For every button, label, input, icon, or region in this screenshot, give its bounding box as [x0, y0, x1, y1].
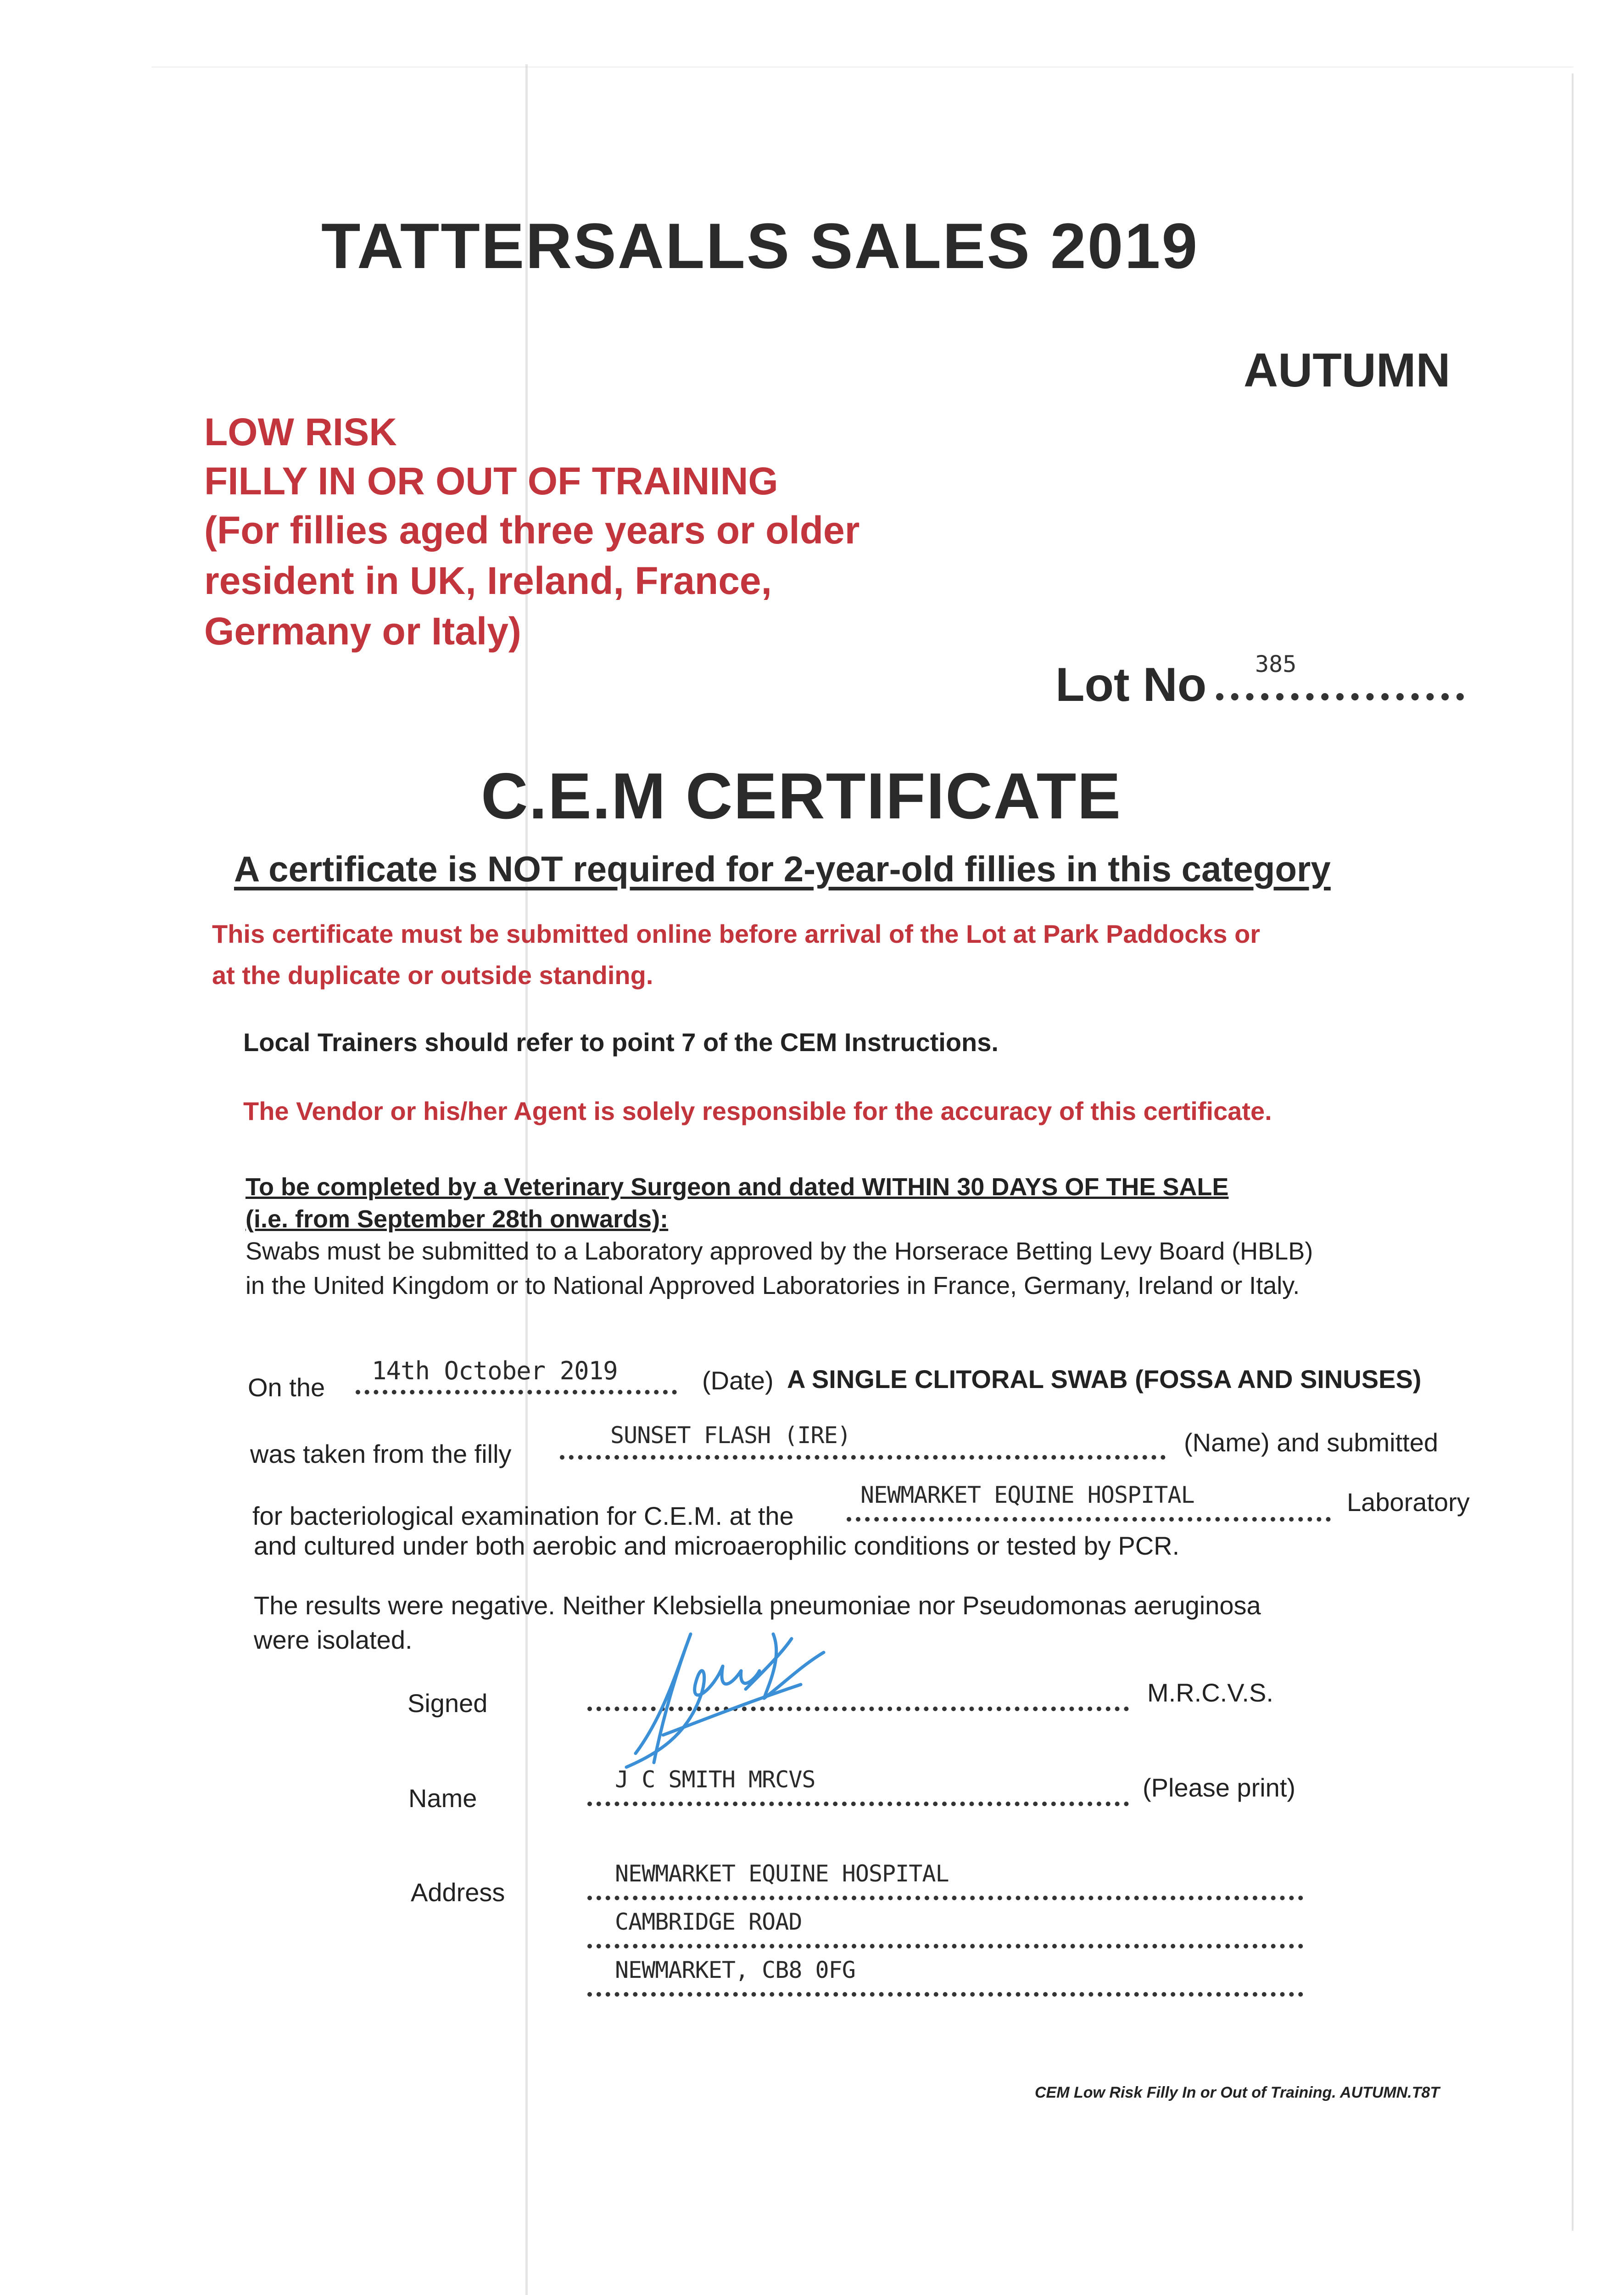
vet-section-heading: To be completed by a Veterinary Surgeon and dated WITHIN 30 DAYS OF THE SALE [246, 1173, 1229, 1201]
laboratory-label: Laboratory [1347, 1488, 1470, 1517]
name-submitted-label: (Name) and submitted [1184, 1428, 1439, 1457]
scan-right-edge [1572, 73, 1574, 2231]
date-label: (Date) [702, 1366, 774, 1395]
category-line: FILLY IN OR OUT OF TRAINING [204, 459, 778, 503]
online-submission-notice: at the duplicate or outside standing. [212, 961, 653, 990]
vendor-responsibility-notice: The Vendor or his/her Agent is solely responsible for the accuracy of this certificate. [243, 1097, 1272, 1125]
document-title: TATTERSALLS SALES 2019 [321, 210, 1199, 282]
signed-label: Signed [407, 1689, 488, 1718]
address-field[interactable] [587, 1886, 1303, 1900]
sale-season: AUTUMN [1244, 344, 1451, 397]
address-field[interactable] [587, 1983, 1303, 1997]
category-line: (For fillies aged three years or older [204, 509, 860, 552]
results-statement: were isolated. [254, 1625, 413, 1654]
address-field[interactable] [587, 1935, 1303, 1948]
category-line: resident in UK, Ireland, France, [204, 559, 772, 602]
date-value: 14th October 2019 [372, 1356, 618, 1385]
filly-label: was taken from the filly [250, 1439, 512, 1468]
lot-number-label: Lot No [1055, 658, 1207, 711]
mrcvs-suffix: M.R.C.V.S. [1147, 1678, 1273, 1707]
vet-name-value: J C SMITH MRCVS [615, 1766, 815, 1793]
form-reference-footer: CEM Low Risk Filly In or Out of Training. AUTUMN.T8T [1035, 2084, 1440, 2101]
certificate-note: A certificate is NOT required for 2-year-old fillies in this category [234, 849, 1331, 889]
bacteriological-label: for bacteriological examination for C.E.M. at the [252, 1501, 794, 1530]
local-trainers-notice: Local Trainers should refer to point 7 of the CEM Instructions. [243, 1028, 999, 1057]
category-line: Germany or Italy) [204, 610, 521, 653]
please-print-label: (Please print) [1143, 1773, 1296, 1802]
filly-name-value: SUNSET FLASH (IRE) [610, 1422, 851, 1449]
online-submission-notice: This certificate must be submitted online before arrival of the Lot at Park Paddocks or [212, 919, 1261, 948]
swab-instructions: Swabs must be submitted to a Laboratory approved by the Horserace Betting Levy Board (HBLB) [246, 1237, 1313, 1265]
category-line: LOW RISK [204, 410, 397, 453]
on-the-label: On the [248, 1373, 325, 1402]
vet-section-heading: (i.e. from September 28th onwards): [246, 1205, 669, 1233]
handwritten-signature [608, 1616, 847, 1772]
address-line: CAMBRIDGE ROAD [615, 1909, 802, 1935]
results-statement: The results were negative. Neither Klebsiella pneumoniae nor Pseudomonas aeruginosa [254, 1591, 1261, 1620]
certificate-title: C.E.M CERTIFICATE [481, 760, 1122, 833]
vet-name-field[interactable] [587, 1792, 1129, 1806]
address-line: NEWMARKET, CB8 0FG [615, 1957, 855, 1983]
swab-instructions: in the United Kingdom or to National Approved Laboratories in France, Germany, Ireland or Italy. [246, 1272, 1300, 1299]
lot-number-value: 385 [1255, 651, 1297, 677]
swab-type: A SINGLE CLITORAL SWAB (FOSSA AND SINUSES) [787, 1365, 1422, 1394]
culture-conditions: and cultured under both aerobic and microaerophilic conditions or tested by PCR. [254, 1531, 1180, 1560]
name-label: Name [408, 1784, 477, 1813]
address-line: NEWMARKET EQUINE HOSPITAL [615, 1860, 949, 1887]
address-label: Address [411, 1878, 505, 1907]
laboratory-value: NEWMARKET EQUINE HOSPITAL [860, 1482, 1194, 1508]
lot-number-field[interactable] [1216, 675, 1464, 700]
laboratory-field[interactable] [847, 1508, 1331, 1522]
